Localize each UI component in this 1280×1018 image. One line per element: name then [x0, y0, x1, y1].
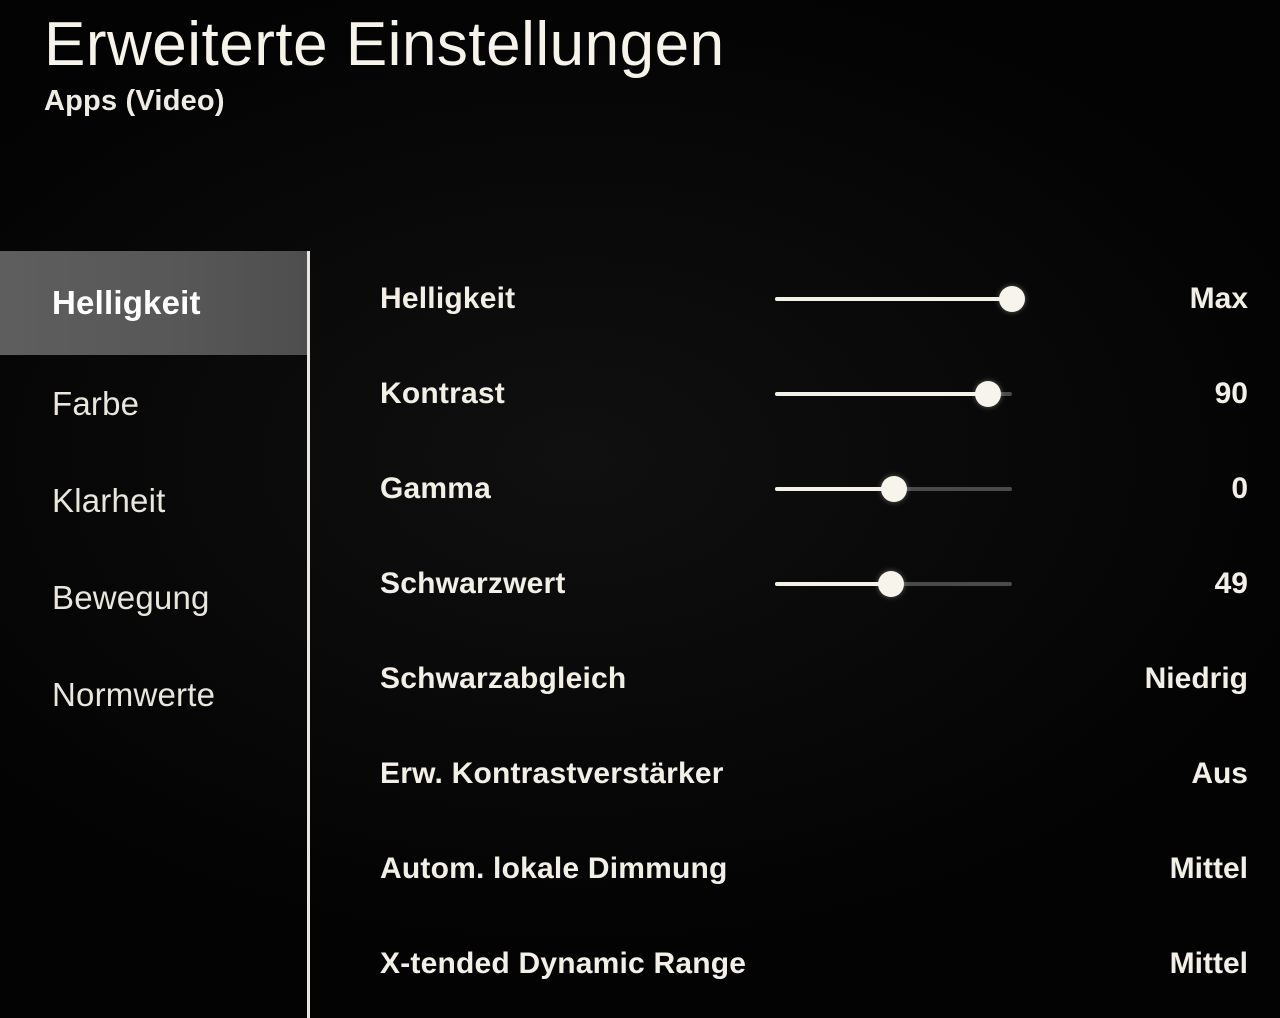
sidebar-item-helligkeit[interactable]	[0, 251, 307, 355]
schwarzwert-slider[interactable]	[775, 571, 1012, 597]
setting-row-x-tended-dynamic-range[interactable]	[313, 916, 1280, 1011]
settings-list	[313, 251, 1280, 1018]
sidebar-item-label: Klarheit	[52, 481, 166, 519]
setting-label: Helligkeit	[380, 281, 516, 315]
slider-fill	[775, 297, 1012, 301]
gamma-slider[interactable]	[775, 476, 1012, 502]
setting-value: 0	[1231, 471, 1248, 505]
slider-knob[interactable]	[881, 476, 907, 502]
setting-row-erw-kontrastverstaerker[interactable]	[313, 726, 1280, 821]
slider-fill	[775, 582, 891, 586]
sidebar-item-klarheit[interactable]	[0, 452, 307, 549]
setting-value: Aus	[1191, 756, 1248, 790]
setting-value: Niedrig	[1144, 661, 1248, 695]
sidebar	[0, 251, 310, 1018]
setting-row-gamma[interactable]	[313, 441, 1280, 536]
setting-row-autom-lokale-dimmung[interactable]	[313, 821, 1280, 916]
page-title: Erweiterte Einstellungen	[44, 10, 725, 79]
slider-fill	[775, 392, 988, 396]
setting-value: 49	[1214, 566, 1248, 600]
setting-label: Autom. lokale Dimmung	[380, 851, 728, 885]
helligkeit-slider[interactable]	[775, 286, 1012, 312]
sidebar-item-label: Normwerte	[52, 675, 216, 713]
setting-value: Max	[1189, 281, 1248, 315]
slider-knob[interactable]	[999, 286, 1025, 312]
setting-label: Schwarzwert	[380, 566, 566, 600]
setting-label: Kontrast	[380, 376, 505, 410]
setting-label: X-tended Dynamic Range	[380, 946, 747, 980]
setting-row-helligkeit[interactable]	[313, 251, 1280, 346]
setting-label: Erw. Kontrastverstärker	[380, 756, 724, 790]
slider-knob[interactable]	[878, 571, 904, 597]
sidebar-item-label: Farbe	[52, 384, 140, 422]
setting-value: Mittel	[1169, 946, 1248, 980]
setting-label: Schwarzabgleich	[380, 661, 627, 695]
setting-row-kontrast[interactable]	[313, 346, 1280, 441]
slider-knob[interactable]	[975, 381, 1001, 407]
slider-fill	[775, 487, 894, 491]
setting-row-schwarzwert[interactable]	[313, 536, 1280, 631]
sidebar-item-farbe[interactable]	[0, 355, 307, 452]
setting-value: 90	[1214, 376, 1248, 410]
sidebar-item-label: Bewegung	[52, 578, 210, 616]
kontrast-slider[interactable]	[775, 381, 1012, 407]
header	[44, 12, 944, 118]
setting-row-schwarzabgleich[interactable]	[313, 631, 1280, 726]
setting-value: Mittel	[1169, 851, 1248, 885]
sidebar-item-label: Helligkeit	[52, 284, 201, 321]
sidebar-item-bewegung[interactable]	[0, 549, 307, 646]
page-subtitle: Apps (Video)	[44, 85, 225, 118]
setting-label: Gamma	[380, 471, 492, 505]
sidebar-item-normwerte[interactable]	[0, 646, 307, 743]
